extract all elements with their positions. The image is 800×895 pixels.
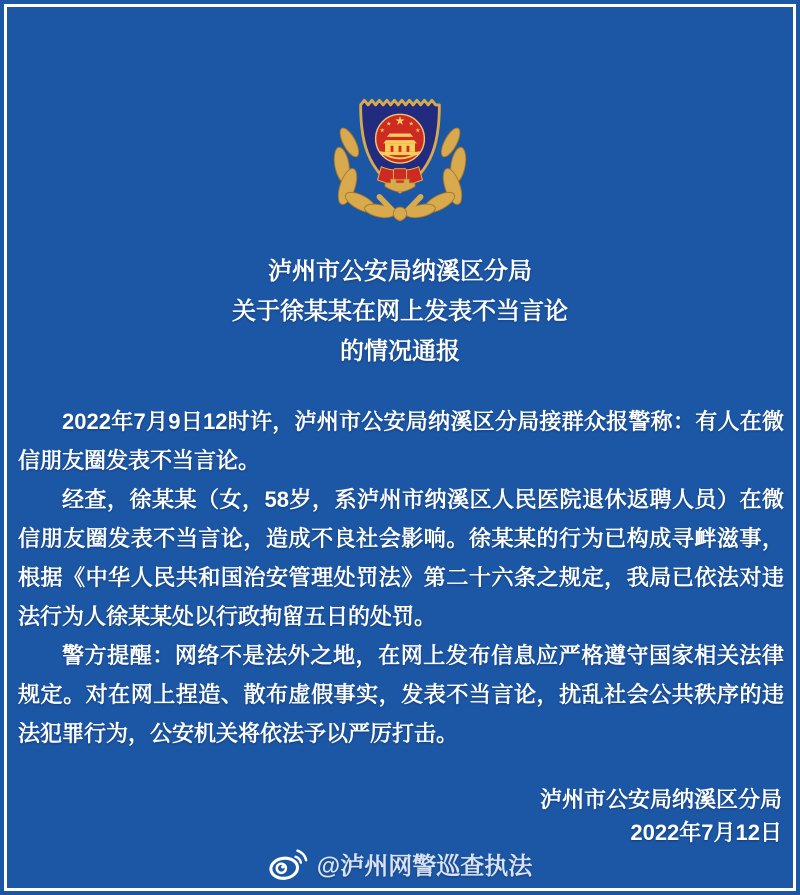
notice-signature bbox=[540, 783, 782, 849]
notice-body bbox=[18, 402, 784, 753]
notice-title-line3: 的情况通报 bbox=[340, 338, 460, 365]
notice-title-line2: 关于徐某某在网上发表不当言论 bbox=[232, 298, 568, 325]
signature-agency: 泸州市公安局纳溪区分局 bbox=[539, 787, 782, 812]
notice-paragraph: 经查，徐某某（女，58岁，系泸州市纳溪区人民医院退休返聘人员）在微信朋友圈发表不当言论，造成不良社会影响。徐某某的行为已构成寻衅滋事，根据《中华人民共和国治安管理处罚法》第二十六条之规定，我局已依法对违法行为人徐某某处以行政拘留五日的处罚。 bbox=[18, 487, 784, 629]
notice-paragraph: 2022年7月9日12时许，泸州市公安局纳溪区分局接群众报警称：有人在微信朋友圈发表不当言论。 bbox=[18, 409, 784, 473]
weibo-icon bbox=[268, 846, 308, 881]
police-badge bbox=[325, 86, 475, 227]
signature-date: 2022年7月12日 bbox=[630, 820, 782, 845]
weibo-watermark bbox=[0, 844, 800, 882]
notice-title bbox=[0, 252, 800, 372]
weibo-account-label: @泸州网警巡查执法 bbox=[316, 852, 533, 880]
notice-title-line1: 泸州市公安局纳溪区分局 bbox=[268, 258, 532, 285]
notice-paragraph: 警方提醒：网络不是法外之地，在网上发布信息应严格遵守国家相关法律规定。对在网上捏造、散布虚假事实，发表不当言论，扰乱社会公共秩序的违法犯罪行为，公安机关将依法予以严厉打击。 bbox=[18, 643, 784, 746]
police-badge-icon bbox=[325, 86, 475, 227]
